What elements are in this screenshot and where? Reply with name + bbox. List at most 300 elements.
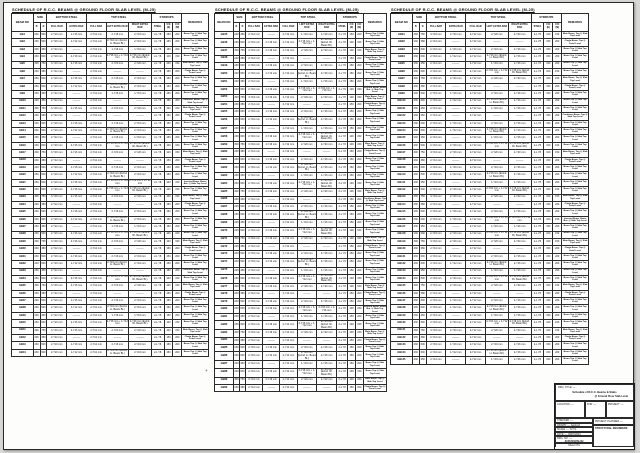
value-cell: 150 [544,83,553,90]
value-cell: 150 [164,39,173,46]
value-cell: 1-Y16 mm [297,314,317,321]
value-cell: 300 [412,327,419,334]
value-cell: 200 [173,39,182,46]
beam-no-cell: GB32 [12,261,34,268]
value-cell: 150 [544,46,553,53]
value-cell: 2-Y16 mm [263,189,280,196]
title-block [554,383,635,450]
remarks-cell: Main Beam, Top @ Slab Top Level [562,284,588,289]
table-row [215,321,387,330]
value-cell: 3-Y16 mm [426,150,446,157]
value-cell: 100 [544,194,553,201]
value-cell: 2-Y16 mm [486,120,509,127]
beam-no-cell: GB78 [215,291,234,298]
value-cell: 2-Y16 mm [245,70,262,79]
value-cell: 2-Y16 mm [129,172,152,179]
table-row [215,156,387,163]
value-cell: 2-Y12 mm [426,312,446,319]
value-cell: 2-Y16 mm [297,298,317,305]
value-cell: 1-Y12 mm [446,172,466,179]
scale-label: SCALE :— [557,428,570,432]
value-cell: 2-L Y8 [151,194,164,201]
beam-no-cell: GB65 [215,189,234,196]
value-cell: 750 [239,141,245,148]
value-cell: 150 [544,335,553,342]
value-cell: 200 [355,251,363,258]
value-cell: 200 [553,342,562,349]
value-cell: 1-Y16 mm [317,220,337,227]
value-cell: 150 [348,109,356,116]
value-cell: 2-Y20 mm [297,377,317,384]
value-cell: 2-L Y8 [151,165,164,172]
value-cell: 150 [355,377,363,384]
value-cell: 2-Y12 mm [280,236,297,243]
value-cell: ——— [486,290,509,297]
value-cell: 600 [239,86,245,94]
remarks-cell: Main Beam, Top @ Slab Top Level [182,239,208,245]
value-cell: 1-Y16 mm [486,105,509,112]
value-cell: 1-Y16 mm [263,345,280,352]
value-cell: 2-Y12 mm [466,179,486,186]
table-row [215,291,387,298]
remarks-cell: Beam Top @ Slab Top Level [183,232,207,237]
value-cell: 2-L Y8 [531,165,544,172]
value-cell: 600 [419,209,426,216]
value-cell: 230 [33,135,40,142]
remarks-cell: Beam Top @ Slab Top Level [183,173,207,178]
value-cell: ——— [317,384,337,391]
value-cell: 380 [419,290,426,297]
value-cell: 2-Y20 mm [486,238,509,245]
table-row [215,149,387,156]
remarks-cell: Beam Top @ Slab Top Level [183,343,207,348]
value-cell: 750 [239,236,245,243]
value-cell: 380 [239,102,245,109]
value-cell: 200 [173,209,182,216]
value-cell: 2-Y12 mm [280,243,297,250]
beam-no-cell: GB71 [215,236,234,243]
value-cell: 1-Y12 mm [263,70,280,79]
value-cell: 100 [348,377,356,384]
value-cell: 1-Y16 mm [106,224,129,231]
value-cell: 2-Y16 mm [426,54,446,61]
value-cell: 150 [173,54,182,61]
value-cell: 150 [553,283,562,290]
value-cell: 150 [544,54,553,61]
table-row [391,128,589,135]
value-cell: 2-L Y8 [151,349,164,356]
value-cell: 2-Y12 mm [245,314,262,321]
table-row [215,102,387,109]
value-cell: 2-Y20 mm [106,194,129,201]
remarks-cell: Chajja Beam, Top @ Lintel Level [364,338,386,343]
value-cell: ——— [297,384,317,391]
column-header-c-c-m-: C/C (M) [553,23,562,32]
value-cell: 2-Y16 mm [263,283,280,290]
value-cell: 2-L Y8 [337,368,348,377]
value-cell: 2-L Y8 [337,227,348,236]
beam-no-cell: GB119 [391,238,413,245]
value-cell: 150 [544,312,553,319]
value-cell: 1-Y16 mm [67,342,87,349]
value-cell: 2-Y12 mm [47,135,67,142]
value-cell: 1-Y12 mm [67,349,87,356]
value-cell: 2-L Y8 [337,196,348,203]
value-cell: 200 [355,156,363,163]
value-cell: 600 [40,165,47,172]
value-cell: 2-Y16 mm (Extnd. Lt. Beam Bt.) [107,260,128,267]
value-cell: ——— [486,335,509,342]
value-cell: 200 [553,261,562,268]
value-cell: 230 [233,306,239,314]
value-cell: 600 [239,275,245,284]
value-cell: 2-L Y8 [151,312,164,319]
remarks-cell: Main Beam, Top @ Slab Top Level [365,142,385,148]
table-row [215,227,387,236]
drg-title-label: DRG. TITLE :— [558,386,576,389]
value-cell: 100 [348,189,356,196]
value-cell: 200 [355,384,363,391]
value-cell: 2-Y16 mm [47,76,67,83]
value-cell: 2-Y16 mm (Extnd. Lt. Beam Bt.) [486,260,507,267]
value-cell: 3-Y16 mm [47,327,67,334]
value-cell: 200 [553,54,562,61]
value-cell: 230 [233,39,239,48]
value-cell: 450 [419,224,426,231]
value-cell: 150 [164,290,173,297]
value-cell: 1-Y16 mm [486,61,509,68]
value-cell: 1-Y12 mm [446,98,466,105]
remarks-cell: Main Beam, Top @ Slab Top Level [562,328,588,333]
value-cell: 2-Y16 mm [486,209,509,216]
beam-no-cell: GB120 [391,246,413,253]
remarks-cell: Beam Top @ Slab Top Level [363,116,386,125]
value-cell: 230 [233,32,239,39]
table-row [215,79,387,86]
value-cell: 2-Y16 mm [486,46,509,53]
value-cell: 150 [348,314,356,321]
value-cell: ——— [446,157,466,164]
value-cell: 230 [412,46,419,53]
value-cell: 2-Y16 mm [426,165,446,172]
value-cell: 2-Y20 mm [317,189,337,196]
value-cell: 2-Y16 mm + 1-Y12 mm [486,319,508,326]
value-cell: 2-Y16 mm [263,377,280,384]
value-cell: 2-Y16 mm [245,63,262,70]
value-cell: 230 [33,231,40,238]
value-cell: ——— [263,220,280,227]
value-cell: 2-Y12 mm [86,39,106,46]
value-cell: 150 [164,261,173,268]
beam-no-cell: GB94 [391,54,413,61]
value-cell: 150 [544,224,553,231]
value-cell: ——— [317,291,337,298]
value-cell: ——— [508,335,531,342]
value-cell: ——— [67,312,87,319]
value-cell: 2-Y16 mm [245,345,262,352]
value-cell: ——— [297,55,317,62]
value-cell: 200 [553,268,562,275]
value-cell: 2-Y12 mm [86,238,106,245]
value-cell: 600 [40,142,47,149]
value-cell: 2-L Y8 [531,61,544,68]
value-cell: 300 [33,105,40,112]
beam-no-cell: GB103 [391,120,413,127]
value-cell: 2-Y12 mm [466,327,486,334]
value-cell: 230 [412,209,419,216]
remarks-cell: Main Beam, Top @ Slab Top Level [182,328,208,333]
value-cell: 230 [33,246,40,253]
value-cell: 450 [239,220,245,227]
table-row [215,204,387,211]
beam-no-cell: GB14 [12,128,34,135]
value-cell: 200 [355,116,363,125]
value-cell: 2-Y16 mm [426,342,446,349]
remarks-cell: Beam Top @ Slab Top Level [183,165,207,171]
value-cell: 230 [233,220,239,227]
remarks-cell: Cantilever Beam, Top @ Slab Top Level [182,269,208,274]
value-cell: 2-Y12 mm [466,142,486,149]
value-cell: 2-Y16 mm + 1-Y12 mm [106,186,128,193]
value-cell: 750 [40,283,47,290]
beam-no-cell: GB10 [12,98,34,105]
drawn-value: Santosh [570,423,581,427]
remarks-cell: Chajja Beam, Top @ Lintel Level [182,68,209,75]
value-cell: 1-Y16 mm [129,46,152,53]
value-cell: 2-L Y8 [337,116,348,125]
value-cell: 2-Y16 mm [67,283,87,290]
remarks-cell: Beam Top @ Slab Top Level [563,350,587,355]
value-cell: 2-Y12 mm [86,283,106,290]
value-cell: 2-Y12 mm [47,98,67,105]
value-cell: 2-L Y8 [531,357,544,364]
project-planner-box: PROJECT PLANNER :— [593,418,634,425]
value-cell: 200 [553,120,562,127]
value-cell: 2-Y16 mm + 1-Y16 mm [486,216,508,222]
value-cell: 2-L Y8 [337,39,348,48]
value-cell: 2-Y12 mm [466,283,486,290]
value-cell: 1-Y16 mm [297,32,317,39]
value-cell: 2-Y16 mm [426,305,446,312]
value-cell: 150 [164,91,173,98]
value-cell: 2-L Y8 [531,157,544,164]
value-cell: 2-Y12 mm [466,76,486,83]
value-cell: 150 [164,120,173,127]
remarks-cell: Inverted Beam, Beam Bot. @ Slab Top Level [363,86,386,94]
remarks-cell: Main Beam, Top @ Slab Top Level [365,95,385,100]
table-row [391,98,589,105]
value-cell: 2-L Y8 [151,342,164,349]
value-cell: 450 [239,314,245,321]
table-row [215,48,387,55]
value-cell: 600 [239,251,245,258]
value-cell: 2-Y16 mm [297,251,317,258]
remarks-cell: Beam Top @ Slab Top Level [563,99,587,104]
value-cell: 600 [40,275,47,282]
value-cell: ——— [263,32,280,39]
value-cell: 2-Y16 mm [426,261,446,268]
value-cell: 450 [419,268,426,275]
value-cell: 2-Y16 mm [446,231,466,238]
value-cell: 2-Y16 mm (Extnd. Rt. Beam Bt.) [509,186,530,193]
remarks-cell: Chajja Beam, Top @ Lintel Level [182,290,209,297]
value-cell: 600 [40,83,47,90]
remarks-cell: Main Beam, Top @ Slab Top Level [365,190,385,195]
value-cell: 2-Y16 mm [317,258,337,267]
value-cell: 200 [355,109,363,116]
table-row [12,142,209,149]
value-cell: 2-Y16 mm [317,116,337,125]
value-cell: 2-Y12 mm [86,253,106,260]
remarks-cell: Cantilever Beam, Top @ Slab Top Level [182,99,208,104]
column-header-left-extra-bar: LEFT EXTRA BAR [486,23,509,32]
value-cell: 2-Y12 mm [466,120,486,127]
value-cell: 200 [355,32,363,39]
value-cell: 2-Y16 mm (Extnd. Lt. Beam Bt.) [486,171,507,178]
value-cell: 2-Y16 mm (Extnd. Lt. Beam Bt.) [107,216,128,222]
table-row [215,337,387,344]
value-cell: 2-Y16 mm [426,128,446,135]
value-cell: 2-Y12 mm [86,150,106,157]
beam-no-cell: GB30 [12,246,34,253]
value-cell: 2-L Y8 [151,201,164,208]
beam-no-cell: GB79 [215,298,234,305]
value-cell: 2-Y16 mm [446,68,466,75]
value-cell: 2-Y12 mm [86,91,106,98]
table-row [391,68,589,75]
value-cell: 2-Y16 mm [67,231,87,238]
value-cell: 2-Y20 mm [486,283,509,290]
value-cell: 450 [239,361,245,368]
value-cell: 2-Y20 mm [508,327,531,334]
value-cell: 2-Y16 mm [129,83,152,90]
beam-no-cell: GB41 [12,327,34,334]
value-cell: 2-Y16 mm [263,330,280,337]
value-cell: 200 [355,55,363,62]
value-cell: 230 [412,298,419,305]
value-cell: ——— [486,83,509,90]
value-cell: 2-L Y8 [337,102,348,109]
value-cell: 2-Y12 mm [280,48,297,55]
remarks-cell: Beam Top @ Slab Top Level [363,321,386,330]
value-cell: 3-Y16 mm [245,94,262,101]
value-cell: 2-L Y8 [337,164,348,173]
value-cell: 2-Y12 mm [280,156,297,163]
value-cell: 2-L Y8 [151,290,164,297]
value-cell: 2-Y12 mm [86,261,106,268]
value-cell: 2-Y12 mm [86,305,106,312]
value-cell: 1-Y16 mm [263,204,280,211]
value-cell: 150 [553,32,562,39]
drg-title-line2: @ Ground Floor Slab Level [594,394,628,398]
remarks-cell: Beam Top @ Slab Top Level [563,165,587,171]
value-cell: 150 [348,156,356,163]
value-cell: 230 [233,79,239,86]
value-cell: 600 [419,216,426,223]
column-group-beam-no: BEAM NO [12,14,34,32]
value-cell: 200 [355,337,363,344]
value-cell: 200 [553,128,562,135]
value-cell: 1-Y16 mm [106,46,129,53]
value-cell: 150 [348,196,356,203]
value-cell: 150 [544,349,553,356]
value-cell: 150 [348,220,356,227]
value-cell: 3-Y16 mm [426,32,446,39]
value-cell: 2-Y16 mm + 1-Y16 mm [509,216,531,222]
value-cell: ——— [317,102,337,109]
value-cell: 2-Y12 mm [466,113,486,120]
value-cell: 2-Y12 mm [280,337,297,344]
value-cell: 2-Y16 mm [67,105,87,112]
value-cell: 2-Y12 mm [86,268,106,275]
value-cell: 2-Y20 mm [486,194,509,201]
value-cell: 230 [412,91,419,98]
value-cell: 2-Y16 mm [129,76,152,83]
value-cell: 200 [355,211,363,220]
remarks-cell: Beam Top @ Slab Top Level [563,298,587,304]
value-cell: 200 [173,246,182,253]
value-cell: 230 [412,224,419,231]
value-cell: ——— [67,246,87,253]
value-cell: 380 [419,246,426,253]
beam-no-cell: GB117 [391,224,413,231]
value-cell: 230 [233,321,239,330]
value-cell: 2-Y12 mm [280,227,297,236]
beam-no-cell: GB27 [12,224,34,231]
table-row [12,150,209,157]
value-cell: 600 [40,320,47,327]
table-row [391,275,589,282]
remarks-cell: Beam Top @ Slab Top Level [363,211,386,220]
value-cell: 230 [412,201,419,208]
value-cell: 2-Y12 mm [280,291,297,298]
value-cell: 2-Y12 mm [466,194,486,201]
beam-no-cell: GB102 [391,113,413,120]
value-cell: ——— [508,246,531,253]
value-cell: 2-Y16 mm [245,211,262,220]
value-cell: 380 [239,149,245,156]
column-header-extra-bar: EXTRA BAR [263,23,280,32]
value-cell: 2-Y12 mm [280,211,297,220]
table-row [391,105,589,112]
value-cell: 200 [173,46,182,53]
value-cell: ——— [317,55,337,62]
value-cell: 150 [544,179,553,186]
value-cell: 200 [173,224,182,231]
value-cell: 2-Y16 mm [129,216,152,223]
value-cell: 150 [173,179,182,186]
value-cell: 600 [40,349,47,356]
value-cell: 2-Y12 mm [47,113,67,120]
value-cell: 450 [419,105,426,112]
beam-no-cell: GB64 [215,180,234,189]
value-cell: ——— [129,268,152,275]
remarks-cell: Chajja Beam, Top @ Lintel Level [562,39,589,46]
value-cell: 150 [173,320,182,327]
value-cell: 2-Y12 mm [86,172,106,179]
value-cell: 1-Y12 mm [263,352,280,361]
beam-no-cell: GB133 [391,342,413,349]
value-cell: 2-Y16 mm [508,261,531,268]
remarks-cell: Beam Top @ Slab Top Level [563,143,587,149]
value-cell: 2-Y12 mm [426,201,446,208]
value-cell: 2-Y16 mm (Extnd. Rt. Beam Bt.) [317,321,337,330]
value-cell: 2-Y16 mm (Extnd. Rt. Beam Bt.) [317,180,337,189]
value-cell: 1-Y16 mm [297,220,317,227]
remarks-cell: Beam Top @ Slab Top Level [363,368,386,377]
value-cell: 100 [164,275,173,282]
value-cell: 200 [355,63,363,70]
